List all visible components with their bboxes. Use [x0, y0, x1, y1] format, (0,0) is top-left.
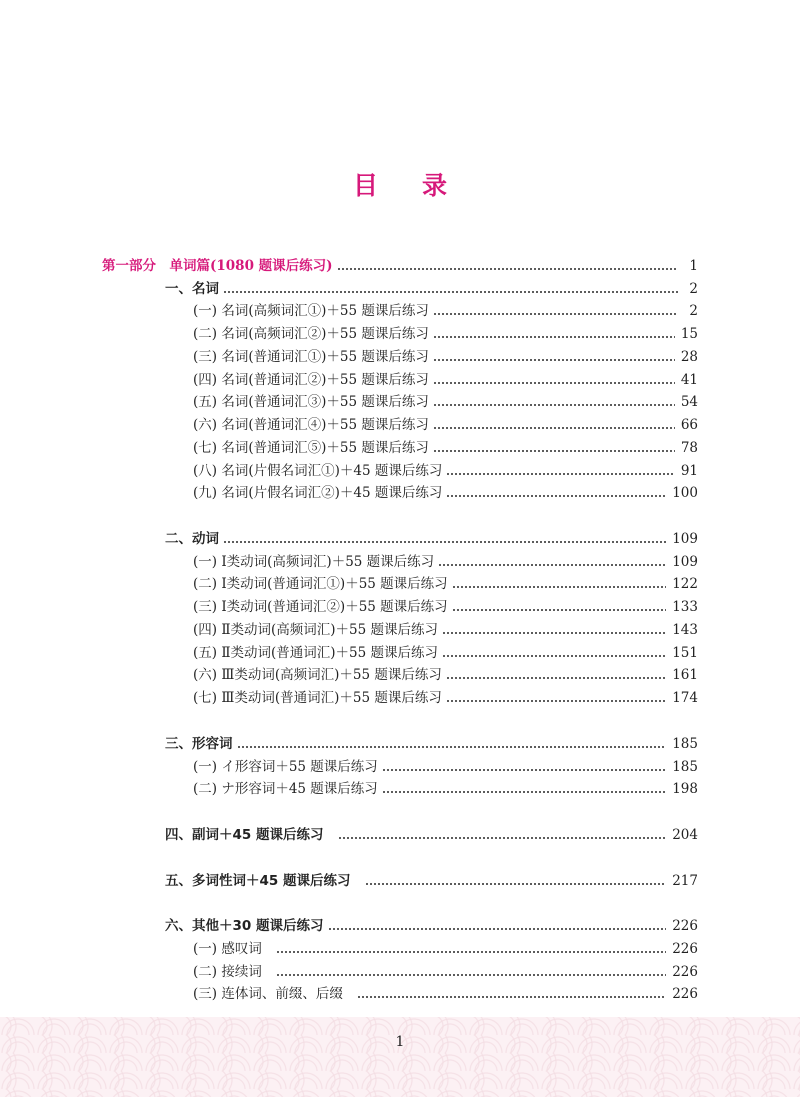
decorative-wave-band [0, 1017, 800, 1097]
toc-page: 54 [680, 394, 698, 410]
toc-chapter-4[interactable] [165, 824, 698, 846]
toc-page: 226 [672, 941, 698, 957]
toc-label: (三) Ⅰ类动词(普通词汇②)＋55 题课后练习 [193, 599, 448, 615]
toc-label: (四) 名词(普通词汇②)＋55 题课后练习 [193, 372, 429, 388]
toc-section[interactable] [193, 961, 698, 983]
toc-section[interactable] [193, 778, 698, 800]
toc-section[interactable] [193, 369, 698, 391]
toc-page: 91 [680, 463, 698, 479]
dot-leader [223, 541, 666, 543]
toc-section[interactable] [193, 346, 698, 368]
dot-leader [433, 450, 675, 452]
toc-page: 226 [672, 918, 698, 934]
toc-label: (一) Ⅰ类动词(高频词汇)＋55 题课后练习 [193, 554, 435, 570]
dot-leader [433, 404, 675, 406]
toc-page: 28 [680, 349, 698, 365]
toc-section[interactable] [193, 756, 698, 778]
toc-label: 五、多词性词＋45 题课后练习 [165, 873, 351, 889]
toc-section[interactable] [193, 642, 698, 664]
dot-leader [438, 564, 666, 566]
dot-leader [433, 313, 678, 315]
toc-section[interactable] [193, 482, 698, 504]
dot-leader [338, 837, 667, 839]
toc-label: (八) 名词(片假名词汇①)＋45 题课后练习 [193, 463, 443, 479]
toc-section[interactable] [193, 573, 698, 595]
dot-leader [357, 996, 666, 998]
toc-page: 198 [672, 781, 698, 797]
toc-label: (一) イ形容词＋55 题课后练习 [193, 759, 378, 775]
toc-label: (一) 感叹词 [193, 941, 262, 957]
toc-page: 1 [689, 258, 698, 274]
toc-page: 133 [672, 599, 698, 615]
toc-section[interactable] [193, 437, 698, 459]
toc-page: 217 [672, 873, 698, 889]
toc-label: 六、其他＋30 题课后练习 [165, 918, 324, 934]
dot-leader [433, 382, 675, 384]
toc-page: 185 [672, 736, 698, 752]
toc-section[interactable] [193, 938, 698, 960]
toc-page: 161 [672, 667, 698, 683]
toc-page: 2 [689, 303, 698, 319]
toc-page: 226 [672, 964, 698, 980]
toc-page: 15 [680, 326, 698, 342]
toc-label: (五) Ⅱ类动词(普通词汇)＋55 题课后练习 [193, 645, 439, 661]
toc-label: 一、名词 [165, 281, 219, 297]
dot-leader [446, 473, 674, 475]
toc-page: 66 [680, 417, 698, 433]
toc-page: 226 [672, 986, 698, 1002]
dot-leader [276, 951, 666, 953]
toc-page: 100 [672, 485, 698, 501]
toc-section[interactable] [193, 687, 698, 709]
toc-chapter-1[interactable] [165, 278, 698, 300]
toc-page: 122 [672, 576, 698, 592]
toc-label: (三) 名词(普通词汇①)＋55 题课后练习 [193, 349, 429, 365]
dot-leader [452, 586, 667, 588]
dot-leader [433, 427, 675, 429]
dot-leader [433, 359, 675, 361]
toc-label: (二) 接续词 [193, 964, 262, 980]
toc-section[interactable] [193, 619, 698, 641]
dot-leader [276, 974, 666, 976]
title-char-2: 录 [422, 171, 448, 200]
dot-leader [328, 928, 667, 930]
toc-label: (五) 名词(普通词汇③)＋55 题课后练习 [193, 394, 429, 410]
dot-leader [337, 268, 678, 270]
dot-leader [433, 336, 675, 338]
dot-leader [442, 632, 666, 634]
dot-leader [442, 655, 666, 657]
toc-page: 41 [680, 372, 698, 388]
toc-page: 151 [672, 645, 698, 661]
dot-leader [446, 700, 666, 702]
title-char-1: 目 [352, 171, 378, 200]
toc-page: 2 [689, 281, 698, 297]
toc-label: 四、副词＋45 题课后练习 [165, 827, 324, 843]
toc-page: 185 [672, 759, 698, 775]
toc-chapter-2[interactable] [165, 528, 698, 550]
toc-part-1[interactable] [102, 255, 698, 277]
toc-label: (二) 名词(高频词汇②)＋55 题课后练习 [193, 326, 429, 342]
dot-leader [382, 769, 666, 771]
toc-label: (七) 名词(普通词汇⑤)＋55 题课后练习 [193, 440, 429, 456]
toc-page: 204 [672, 827, 698, 843]
toc-label: (二) Ⅰ类动词(普通词汇①)＋55 题课后练习 [193, 576, 448, 592]
dot-leader [223, 291, 678, 293]
toc-label: 第一部分 单词篇(1080 题课后练习) [102, 258, 333, 274]
toc-label: (二) ナ形容词＋45 题课后练习 [193, 781, 378, 797]
toc-section[interactable] [193, 300, 698, 322]
toc-section[interactable] [193, 596, 698, 618]
toc-chapter-6[interactable] [165, 915, 698, 937]
toc-page: 109 [672, 531, 698, 547]
toc-label: (六) Ⅲ类动词(高频词汇)＋55 题课后练习 [193, 667, 442, 683]
toc-section[interactable] [193, 983, 698, 1005]
toc-label: (四) Ⅱ类动词(高频词汇)＋55 题课后练习 [193, 622, 439, 638]
dot-leader [237, 746, 667, 748]
toc-section[interactable] [193, 391, 698, 413]
toc-section[interactable] [193, 323, 698, 345]
toc-label: 二、动词 [165, 531, 219, 547]
toc-label: (九) 名词(片假名词汇②)＋45 题课后练习 [193, 485, 443, 501]
toc-label: (三) 连体词、前缀、后缀 [193, 986, 343, 1002]
toc-label: (七) Ⅲ类动词(普通词汇)＋55 题课后练习 [193, 690, 442, 706]
toc-chapter-3[interactable] [165, 733, 698, 755]
dot-leader [452, 609, 667, 611]
toc-page: 174 [672, 690, 698, 706]
toc-label: (六) 名词(普通词汇④)＋55 题课后练习 [193, 417, 429, 433]
toc-section[interactable] [193, 551, 698, 573]
dot-leader [382, 791, 666, 793]
dot-leader [365, 883, 667, 885]
toc-section[interactable] [193, 460, 698, 482]
toc-page: 109 [672, 554, 698, 570]
toc-page: 143 [672, 622, 698, 638]
toc-page: 78 [680, 440, 698, 456]
toc-section[interactable] [193, 664, 698, 686]
toc-label: 三、形容词 [165, 736, 233, 752]
dot-leader [446, 495, 666, 497]
dot-leader [446, 677, 666, 679]
page-number: 1 [395, 1034, 405, 1050]
toc-label: (一) 名词(高频词汇①)＋55 题课后练习 [193, 303, 429, 319]
toc-chapter-5[interactable] [165, 870, 698, 892]
toc-section[interactable] [193, 414, 698, 436]
